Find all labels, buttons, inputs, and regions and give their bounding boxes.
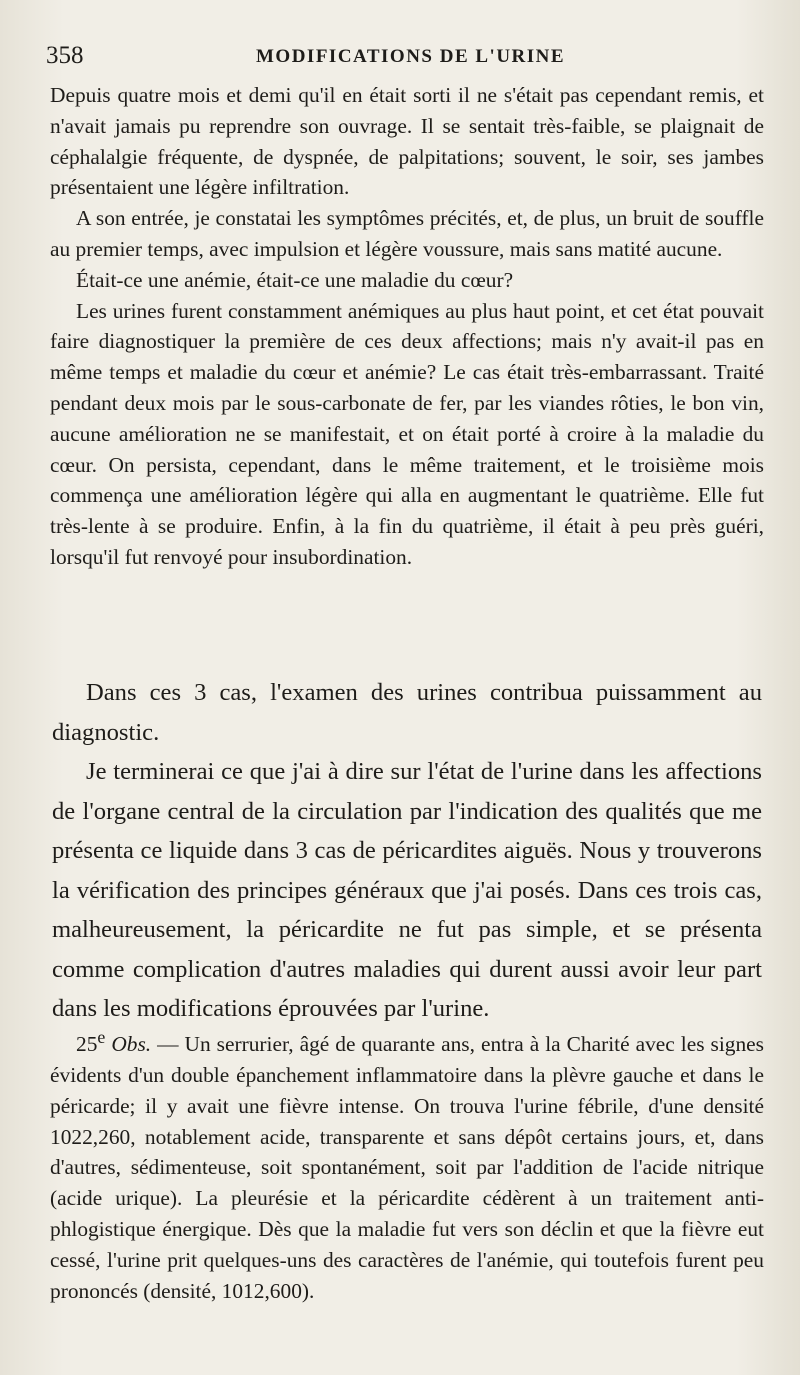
page-header [46,40,760,74]
observation-paragraph [50,1022,764,1306]
running-title: MODIFICATIONS DE L'URINE [256,46,566,67]
paragraph: Depuis quatre mois et demi qu'il en était sorti il ne s'était pas cependant remis, et n'avait jamais pu reprendre son ouvrage. Il se sentait très-faible, se plaignait de céphalalgie fréquente, de dyspnée, de palpitations; souvent, le soir, ses jambes présentaient une légère infiltration. [50,83,764,200]
paragraph: Était-ce une anémie, était-ce une maladie du cœur? [76,267,514,292]
paragraph: Je terminerai ce que j'ai à dire sur l'état de l'urine dans les affections de l'organe central de la circulation par l'indication des qualités que me présenta ce liquide dans 3 cas de péricardites aiguës. Nous y trouverons la vérification des principes généraux que j'ai posés. Dans ces trois cas, malheureusement, la péricardite ne fut pas simple, et se présenta comme complication d'autres maladies qui durent aussi avoir leur part dans les modifications éprouvées par l'urine. [52,758,762,1022]
paragraph: A son entrée, je constatai les symptômes précités, et, de plus, un bruit de souffle au premier temps, avec impulsion et légère voussure, mais sans matité aucune. [50,206,764,261]
observation-25 [50,1022,764,1306]
paragraph: Les urines furent constamment anémiques au plus haut point, et cet état pouvait faire diagnostiquer la première de ces deux affections; mais n'y avait-il pas en même temps et maladie du cœur et anémie? Le cas était très-embarrassant. Traité pendant deux mois par le sous-carbonate de fer, par les viandes rôties, le bon vin, aucune amélioration ne se manifestait, et on était porté à croire à la maladie du cœur. On persista, cependant, dans le même traitement, et le troisième mois commença une amélioration légère qui alla en augmentant le quatrième. Elle fut très-lente à se produire. Enfin, à la fin du quatrième, il était à peu près guéri, lorsqu'il fut renvoyé pour insubordination. [50,298,764,569]
case-narrative [50,80,764,573]
page-number: 358 [46,42,84,69]
observation-superscript: e [97,1027,106,1047]
observation-label: Obs. [111,1032,152,1057]
paragraph: Dans ces 3 cas, l'examen des urines contribua puissamment au diagnostic. [52,679,762,746]
observation-number: 25 [76,1032,98,1057]
main-text [52,673,762,1029]
observation-text: — Un serrurier, âgé de quarante ans, entra à la Charité avec les signes évidents d'un double épanchement inflammatoire dans la plèvre gauche et dans le péricarde; il y avait une fièvre intense. On trouva l'urine fébrile, d'une densité 1022,260, notablement acide, transparente et sans dépôt certains jours, et, dans d'autres, sédimenteuse, soit spontanément, soit par l'addition de l'acide nitrique (acide urique). La pleurésie et la péricardite cédèrent à un traitement anti-phlogistique énergique. Dès que la maladie fut vers son déclin et que la fièvre eut cessé, l'urine prit quelques-uns des caractères de l'anémie, qui toutefois furent peu prononcés (densité, 1012,600). [50,1032,764,1303]
